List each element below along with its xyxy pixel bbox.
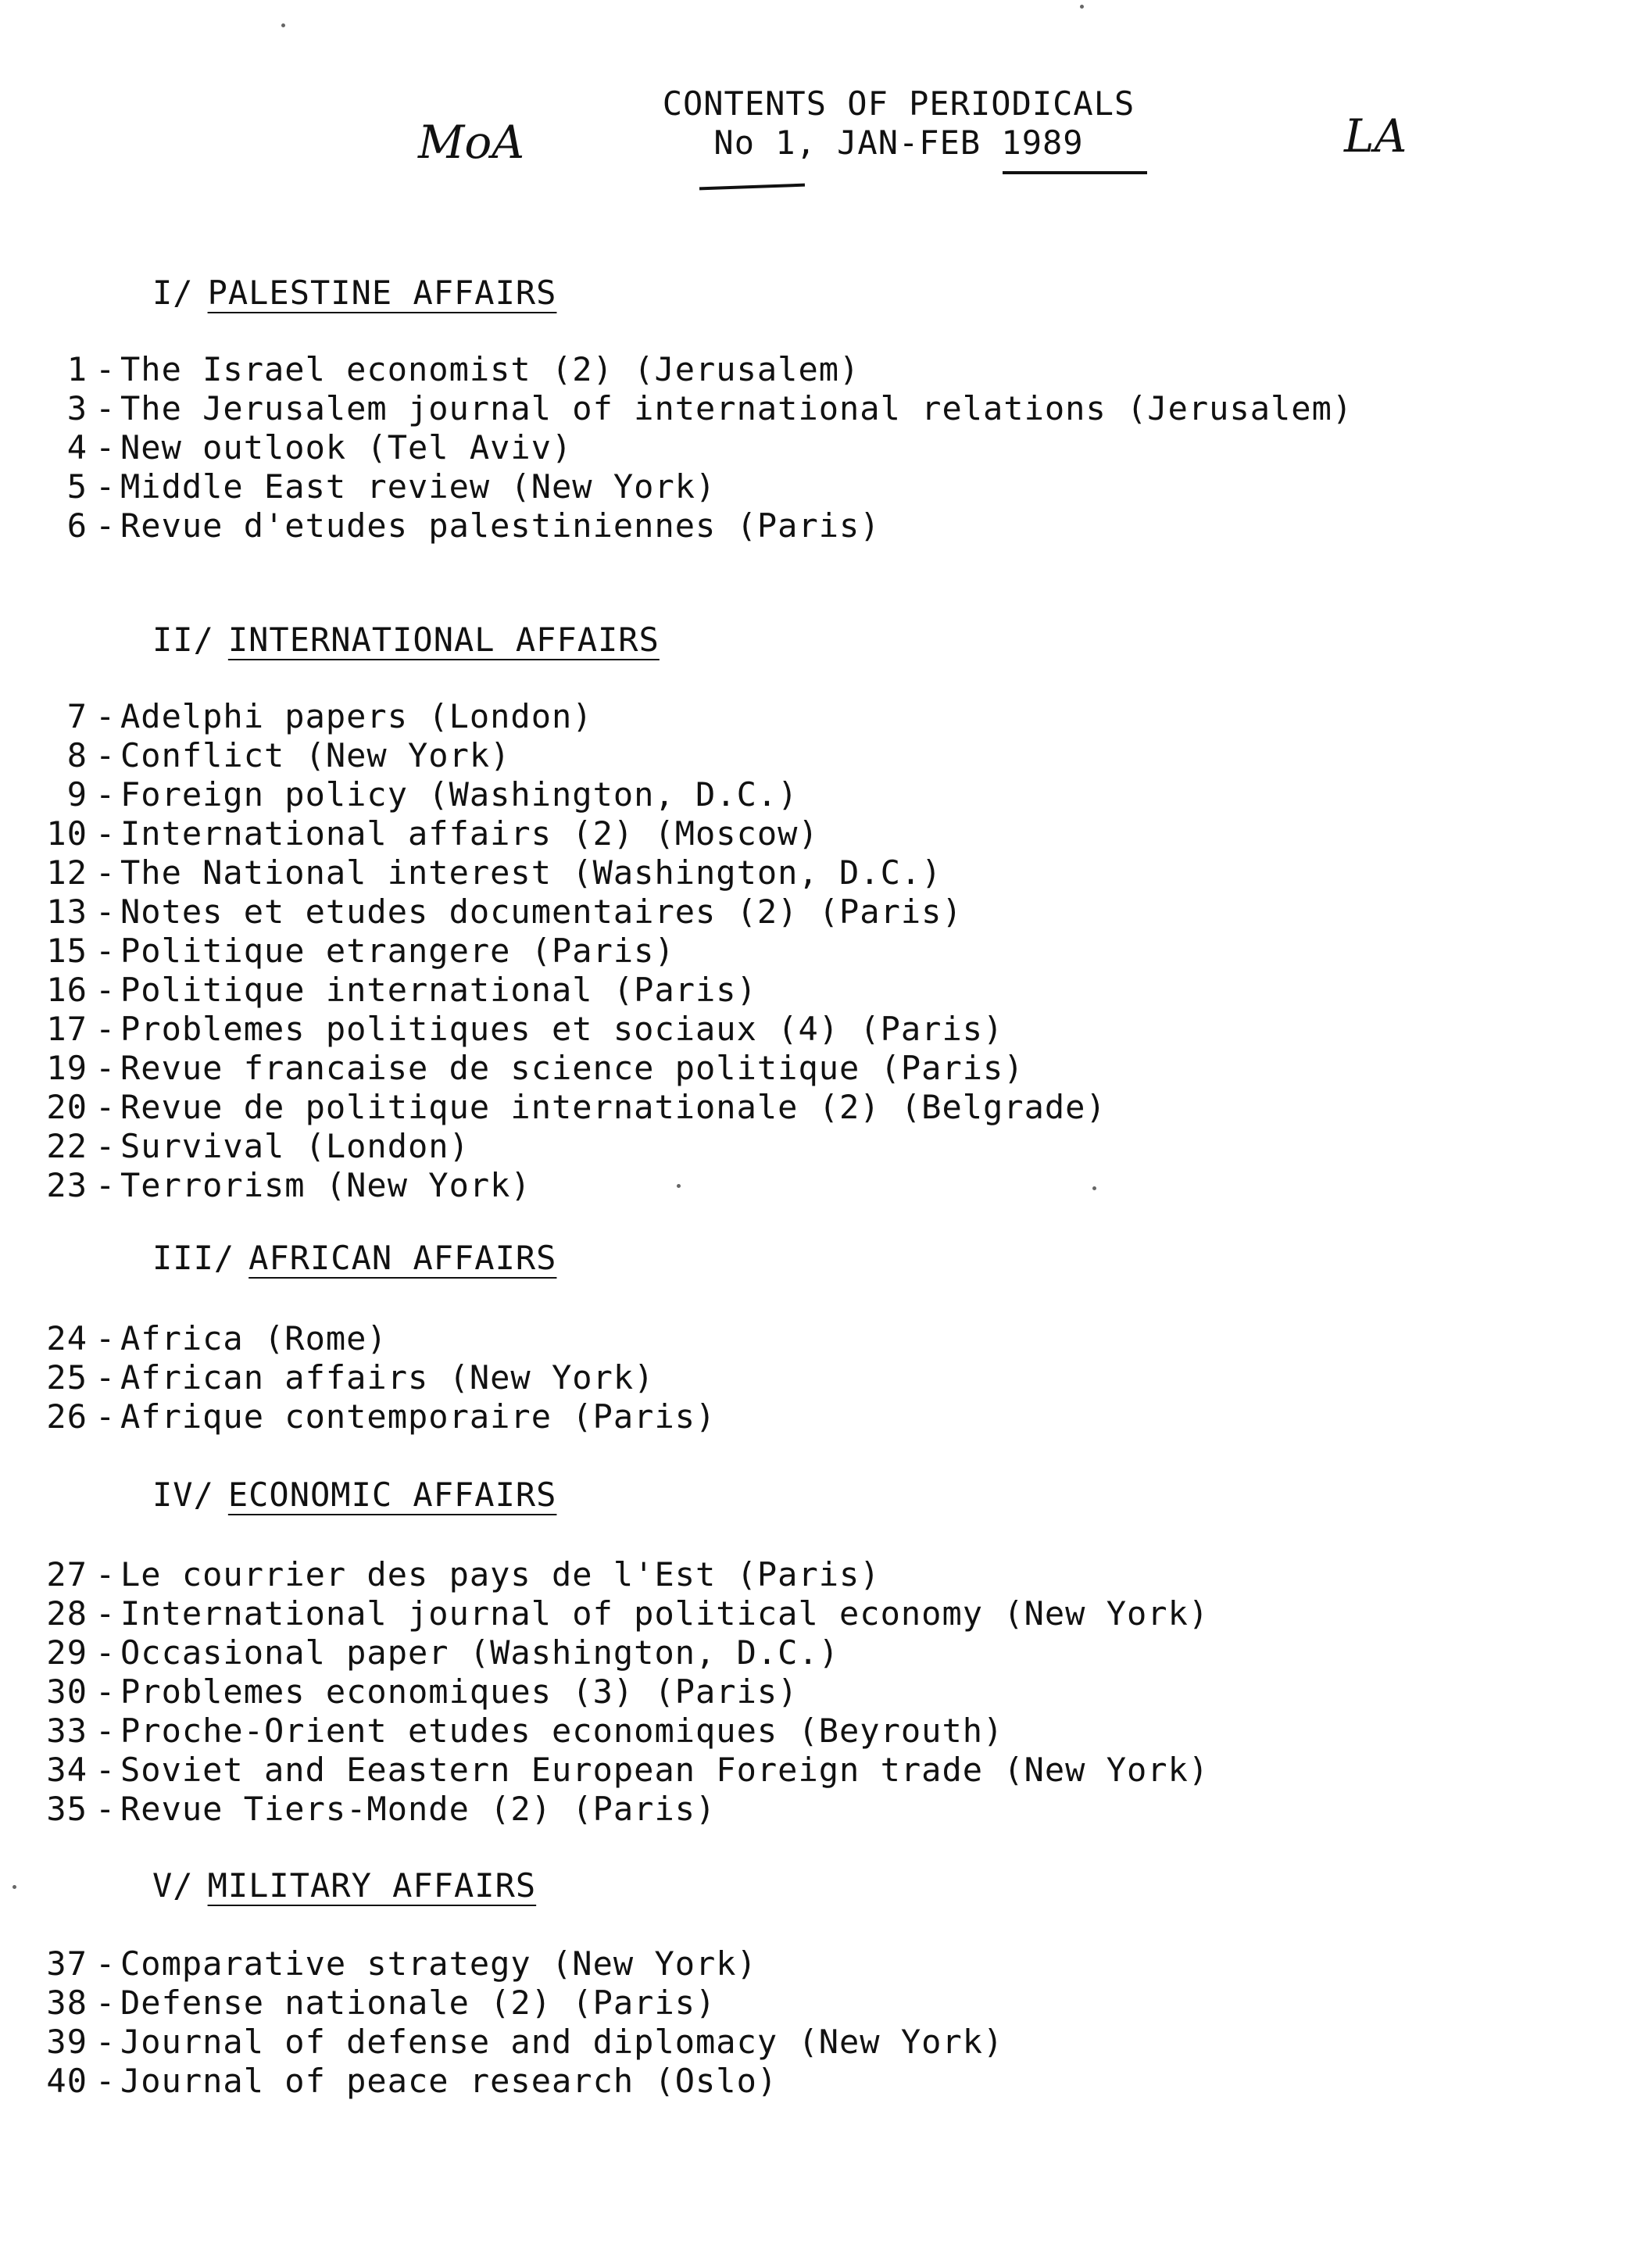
item-title: The National interest (Washington, D.C.) [120,853,942,892]
item-title: Defense nationale (2) (Paris) [120,1984,717,2022]
list-item: 23 - Terrorism (New York) [0,1166,1610,1205]
item-title: International affairs (2) (Moscow) [120,814,819,853]
section-heading-military [152,1866,536,1905]
list-item: 7 - Adelphi papers (London) [0,697,1610,736]
list-item: 34 - Soviet and Eeastern European Foreign trade (New York) [0,1751,1610,1790]
scan-speck [677,1184,681,1188]
underline-stroke [1003,171,1147,174]
handwritten-stroke [699,184,805,191]
item-title: The Israel economist (2) (Jerusalem) [120,350,860,388]
list-item: 9 - Foreign policy (Washington, D.C.) [0,775,1610,814]
item-number: 17 [46,1010,88,1048]
item-title: Le courrier des pays de l'Est (Paris) [120,1555,881,1594]
item-number: 7 [66,697,88,735]
handwritten-annotation-right: LA [1344,109,1407,163]
handwritten-annotation-left: MoA [418,116,525,169]
scan-speck [13,1885,16,1889]
list-item: 5 - Middle East review (New York) [0,467,1610,506]
list-item: 30 - Problemes economiques (3) (Paris) [0,1672,1610,1712]
item-number: 28 [46,1594,88,1633]
item-title: Problemes politiques et sociaux (4) (Paris) [120,1010,1004,1048]
list-item: 19 - Revue francaise de science politique (Paris) [0,1049,1610,1088]
list-item: 35 - Revue Tiers-Monde (2) (Paris) [0,1790,1610,1829]
section-title: MILITARY AFFAIRS [207,1866,537,1905]
item-number: 26 [46,1397,88,1436]
item-number: 9 [66,775,88,814]
item-number: 33 [46,1712,88,1750]
item-title: Revue Tiers-Monde (2) (Paris) [120,1790,717,1828]
list-item: 28 - International journal of political economy (New York) [0,1594,1610,1633]
item-number: 3 [66,389,88,427]
item-title: The Jerusalem journal of international relations (Jerusalem) [120,389,1353,427]
item-title: African affairs (New York) [120,1358,655,1397]
item-title: New outlook (Tel Aviv) [120,428,573,467]
item-title: Afrique contemporaire (Paris) [120,1397,717,1436]
item-title: Revue francaise de science politique (Paris) [120,1049,1024,1087]
scan-speck [1092,1186,1096,1190]
list-item: 12 - The National interest (Washington, D.C.) [0,853,1610,893]
section-number: III/ [152,1239,235,1277]
list-item: 33 - Proche-Orient etudes economiques (Beyrouth) [0,1712,1610,1751]
document-header [594,84,1203,163]
item-title: Journal of peace research (Oslo) [120,2062,778,2100]
list-item: 38 - Defense nationale (2) (Paris) [0,1984,1610,2023]
header-issue: No 1, JAN-FEB 1989 [713,123,1084,162]
list-item: 8 - Conflict (New York) [0,736,1610,775]
section-list-military [0,1944,1610,2101]
section-title: ECONOMIC AFFAIRS [227,1476,557,1514]
item-title: Journal of defense and diplomacy (New York) [120,2023,1004,2061]
list-item: 25 - African affairs (New York) [0,1358,1610,1397]
section-heading-international [152,621,660,660]
item-number: 12 [46,853,88,892]
list-item: 20 - Revue de politique internationale (2) (Belgrade) [0,1088,1610,1127]
section-heading-economic [152,1476,556,1515]
item-number: 38 [46,1984,88,2022]
list-item: 4 - New outlook (Tel Aviv) [0,428,1610,467]
item-number: 20 [46,1088,88,1126]
item-number: 37 [46,1944,88,1983]
item-number: 29 [46,1633,88,1672]
item-number: 15 [46,932,88,970]
list-item: 24 - Africa (Rome) [0,1319,1610,1358]
section-heading-palestine [152,274,556,313]
section-heading-african [152,1239,556,1278]
item-number: 4 [66,428,88,467]
item-number: 16 [46,971,88,1009]
item-number: 8 [66,736,88,774]
list-item: 17 - Problemes politiques et sociaux (4) (Paris) [0,1010,1610,1049]
section-title: AFRICAN AFFAIRS [248,1239,557,1277]
item-title: Adelphi papers (London) [120,697,593,735]
item-number: 30 [46,1672,88,1711]
item-title: Revue d'etudes palestiniennes (Paris) [120,506,881,545]
scan-speck [1080,5,1084,9]
item-title: Notes et etudes documentaires (2) (Paris) [120,893,963,931]
item-title: Soviet and Eeastern European Foreign trade (New York) [120,1751,1210,1789]
item-number: 13 [46,893,88,931]
item-number: 40 [46,2062,88,2100]
item-title: Revue de politique internationale (2) (Belgrade) [120,1088,1107,1126]
item-number: 1 [66,350,88,388]
list-item: 29 - Occasional paper (Washington, D.C.) [0,1633,1610,1672]
item-title: Comparative strategy (New York) [120,1944,757,1983]
item-title: Middle East review (New York) [120,467,717,506]
section-number: II/ [152,621,214,659]
list-item: 22 - Survival (London) [0,1127,1610,1166]
section-number: V/ [152,1866,194,1905]
section-list-palestine [0,350,1610,546]
item-title: Conflict (New York) [120,736,511,774]
item-title: Africa (Rome) [120,1319,388,1358]
item-title: Occasional paper (Washington, D.C.) [120,1633,840,1672]
item-number: 23 [46,1166,88,1204]
item-title: Politique etrangere (Paris) [120,932,675,970]
item-title: Proche-Orient etudes economiques (Beyrouth) [120,1712,1004,1750]
section-list-international [0,697,1610,1205]
list-item: 16 - Politique international (Paris) [0,971,1610,1010]
header-title: CONTENTS OF PERIODICALS [662,84,1135,123]
item-title: Problemes economiques (3) (Paris) [120,1672,799,1711]
section-title: INTERNATIONAL AFFAIRS [227,621,660,659]
item-number: 19 [46,1049,88,1087]
item-number: 10 [46,814,88,853]
list-item: 1 - The Israel economist (2) (Jerusalem) [0,350,1610,389]
item-title: Foreign policy (Washington, D.C.) [120,775,799,814]
item-number: 27 [46,1555,88,1594]
item-title: Terrorism (New York) [120,1166,531,1204]
item-number: 39 [46,2023,88,2061]
list-item: 40 - Journal of peace research (Oslo) [0,2062,1610,2101]
item-number: 25 [46,1358,88,1397]
section-list-economic [0,1555,1610,1829]
list-item: 37 - Comparative strategy (New York) [0,1944,1610,1984]
list-item: 39 - Journal of defense and diplomacy (New York) [0,2023,1610,2062]
item-number: 24 [46,1319,88,1358]
item-title: International journal of political economy (New York) [120,1594,1210,1633]
list-item: 27 - Le courrier des pays de l'Est (Paris) [0,1555,1610,1594]
section-number: I/ [152,274,194,312]
item-title: Politique international (Paris) [120,971,757,1009]
item-number: 22 [46,1127,88,1165]
list-item: 15 - Politique etrangere (Paris) [0,932,1610,971]
item-number: 35 [46,1790,88,1828]
item-number: 34 [46,1751,88,1789]
item-number: 6 [66,506,88,545]
list-item: 26 - Afrique contemporaire (Paris) [0,1397,1610,1436]
section-number: IV/ [152,1476,214,1514]
list-item: 13 - Notes et etudes documentaires (2) (Paris) [0,893,1610,932]
list-item: 3 - The Jerusalem journal of international relations (Jerusalem) [0,389,1610,428]
list-item: 10 - International affairs (2) (Moscow) [0,814,1610,853]
section-title: PALESTINE AFFAIRS [207,274,557,312]
section-list-african [0,1319,1610,1436]
scan-speck [281,23,285,27]
item-number: 5 [66,467,88,506]
list-item: 6 - Revue d'etudes palestiniennes (Paris) [0,506,1610,546]
item-title: Survival (London) [120,1127,470,1165]
